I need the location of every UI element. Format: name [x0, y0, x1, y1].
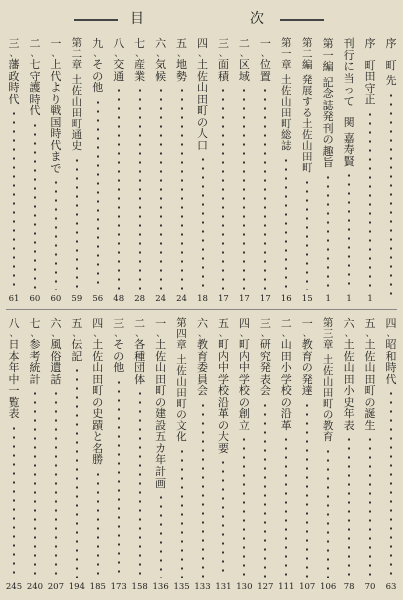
toc-entry[interactable] [341, 318, 357, 592]
entry-title: 三 、 面 積 [217, 37, 229, 83]
page-number: 111 [278, 582, 295, 592]
entry-title: 六 、 土 佐 山 田 小 史 年 表 [343, 317, 355, 432]
page-number: 24 [176, 294, 187, 304]
toc-entry[interactable] [153, 318, 169, 592]
title-char-1: 目 [130, 11, 144, 27]
toc-entry[interactable] [362, 318, 378, 592]
page-number: 245 [5, 582, 23, 592]
entry-title: 序 [364, 37, 376, 50]
toc-entry[interactable] [341, 38, 357, 304]
leader-dots [306, 178, 308, 290]
entry-title: 一 、 教 育 の 発 達 [301, 317, 313, 398]
leader-dots [34, 389, 36, 578]
page-number: 48 [113, 294, 125, 304]
entry-title: 一 、 上 代 よ り 戦 国 時 代 ま で [50, 37, 62, 175]
toc-entry[interactable] [278, 318, 294, 592]
entry-title: 六 、 風 俗 遺 話 [50, 317, 62, 386]
entry-title: 序 [385, 37, 397, 50]
leader-dots [243, 86, 245, 290]
entry-title: 第 二 編 発 展 す る 土 佐 山 田 町 [301, 37, 313, 175]
toc-entry[interactable] [27, 318, 43, 592]
toc-entry[interactable] [132, 318, 148, 592]
toc-entry[interactable] [48, 318, 64, 592]
toc-entry[interactable] [27, 38, 43, 304]
leader-dots [306, 401, 308, 578]
toc-entry[interactable] [215, 318, 231, 592]
leader-dots [139, 86, 141, 290]
toc-entry[interactable] [153, 38, 169, 304]
leader-dots [55, 389, 57, 578]
toc-entry[interactable] [299, 318, 315, 592]
leader-dots [369, 110, 371, 290]
toc-entry[interactable] [111, 318, 127, 592]
title-char-2: 次 [250, 11, 264, 27]
toc-entry[interactable] [278, 38, 294, 304]
leader-dots [222, 86, 224, 290]
toc-entry[interactable] [236, 38, 252, 304]
entry-title: 七 、 産 業 [134, 37, 146, 83]
entry-byline: 関 嘉 寿 賢 [343, 116, 355, 168]
page-number: 70 [364, 582, 376, 592]
toc-bottom-half [0, 318, 403, 592]
leader-dots [76, 366, 78, 578]
leader-dots [76, 156, 78, 290]
toc-entry[interactable] [174, 38, 190, 304]
page-number: 127 [257, 582, 274, 592]
leader-dots [34, 121, 36, 290]
leader-dots [118, 86, 120, 290]
entry-title: 三 、 藩 政 時 代 [8, 37, 20, 106]
leader-dots [285, 156, 287, 290]
leader-dots [181, 86, 183, 290]
page-number: 59 [71, 294, 83, 304]
entry-title: 第 二 章 土 佐 山 田 町 通 史 [71, 37, 83, 153]
entry-title: 八 、 日 本 年 中 一 覧 表 [8, 317, 20, 421]
entry-title: 第 一 章 土 佐 山 田 町 総 誌 [281, 37, 292, 153]
leader-dots [264, 401, 266, 578]
page-number: 17 [218, 294, 229, 304]
entry-title: 二 、 区 域 [238, 37, 250, 83]
toc-entry[interactable] [132, 38, 148, 304]
entry-title: 一 、 土 佐 山 田 町 の 建 設 五 カ 年 計 画 [155, 317, 167, 490]
toc-top-half [0, 38, 403, 304]
leader-dots [13, 424, 15, 578]
page-number: 133 [194, 582, 211, 592]
entry-title: 五 、 町 内 中 学 校 沿 革 の 大 要 [217, 317, 229, 455]
leader-dots [97, 470, 99, 578]
page-number: 173 [110, 582, 127, 592]
toc-entry[interactable] [320, 318, 336, 592]
entry-title: 四 、 土 佐 山 田 町 の 人 口 [197, 37, 208, 152]
toc-entry[interactable] [90, 38, 106, 304]
leader-dots [202, 155, 204, 290]
page-number: 60 [50, 294, 62, 304]
leader-dots [369, 435, 371, 578]
page-number: 240 [26, 582, 44, 592]
toc-entry[interactable] [69, 318, 85, 592]
page-number: 158 [131, 582, 148, 592]
toc-entry[interactable] [257, 318, 273, 592]
entry-title: 第 三 章 土 佐 山 田 町 の 教 育 [322, 317, 334, 444]
toc-entry[interactable] [236, 318, 252, 592]
entry-title: 五 、 土 佐 山 田 町 の 誕 生 [364, 317, 376, 432]
toc-title [0, 6, 403, 36]
entry-title: 四 、 土 佐 山 田 町 の 史 蹟 と 名 勝 [92, 317, 104, 467]
page-number: 18 [197, 294, 208, 304]
leader-dots [13, 109, 15, 290]
entry-title: 四 、 昭 和 時 代 [385, 317, 397, 386]
title-rule-right [280, 19, 324, 21]
leader-dots [160, 86, 162, 290]
toc-entry[interactable] [174, 318, 190, 592]
page-number: 136 [152, 582, 169, 592]
page-number: 28 [134, 294, 146, 304]
leader-dots [327, 447, 329, 578]
toc-entry[interactable] [6, 318, 22, 592]
entry-title: 第 四 章 土 佐 山 田 町 の 文 化 [176, 317, 187, 444]
page-number: 106 [320, 582, 337, 592]
toc-entry[interactable] [48, 38, 64, 304]
page-number: 135 [173, 582, 190, 592]
toc-entry[interactable] [111, 38, 127, 304]
leader-dots [264, 86, 266, 290]
page-number: 1 [367, 294, 373, 304]
page-number: 63 [385, 582, 397, 592]
page-number: 1 [325, 294, 331, 304]
page-number: 194 [68, 582, 85, 592]
page-number: 78 [343, 582, 355, 592]
toc-entry[interactable] [362, 38, 378, 304]
leader-dots [348, 435, 350, 578]
entry-byline: 町 田 守 正 [364, 58, 376, 107]
page-number: 131 [215, 582, 232, 592]
toc-entry[interactable] [195, 318, 211, 592]
entry-title: 三 、 研 究 発 表 会 [259, 317, 271, 398]
half-divider [6, 309, 397, 310]
leader-dots [118, 378, 120, 578]
page-number: 56 [92, 294, 104, 304]
entry-title: 九 、 そ の 他 [92, 37, 104, 95]
entry-title: 五 、 地 勢 [176, 37, 188, 83]
toc-entry[interactable] [90, 318, 106, 592]
toc-entry[interactable] [383, 38, 399, 304]
entry-title: 四 、 町 内 中 学 校 の 創 立 [238, 317, 250, 432]
entry-title: 六 、 気 候 [155, 37, 167, 83]
page-number: 24 [155, 294, 167, 304]
page-number: 1 [346, 294, 352, 304]
leader-dots [160, 493, 162, 578]
entry-title: 七 、 参 考 統 計 [29, 317, 41, 386]
entry-title: 二 、 各 種 団 体 [134, 317, 146, 386]
page-number: 16 [280, 294, 292, 304]
entry-title: 六 、 教 育 委 員 会 [197, 317, 208, 398]
page-number: 17 [259, 294, 271, 304]
leader-dots [390, 389, 392, 578]
page-number: 15 [301, 294, 313, 304]
page-number: 107 [299, 582, 316, 592]
leader-dots [97, 98, 99, 290]
toc-entry[interactable] [299, 38, 315, 304]
toc-entry[interactable] [320, 38, 336, 304]
toc-entry[interactable] [69, 38, 85, 304]
leader-dots [202, 401, 204, 578]
leader-dots [181, 447, 183, 578]
leader-dots [55, 178, 57, 290]
page-number: 207 [47, 582, 64, 592]
leader-dots [139, 389, 141, 578]
leader-dots [348, 171, 350, 290]
toc-entry[interactable] [6, 38, 22, 304]
toc-entry[interactable] [215, 38, 231, 304]
entry-title: 三 、 そ の 他 [113, 317, 125, 375]
leader-dots [285, 435, 287, 578]
leader-dots [222, 458, 224, 578]
page-number: 61 [8, 294, 20, 304]
toc-entry[interactable] [257, 38, 273, 304]
entry-title: 五 、 伝 記 [71, 317, 83, 363]
entry-title: 八 、 交 通 [113, 37, 125, 83]
toc-entry[interactable] [195, 38, 211, 304]
page-number: 60 [29, 294, 41, 304]
entry-title: 二 、 七 守 護 時 代 [29, 37, 41, 118]
page-number: 17 [238, 294, 250, 304]
entry-byline: 町 先 [385, 58, 397, 88]
entry-title: 二 、 山 田 小 学 校 の 沿 革 [280, 317, 292, 432]
leader-dots [243, 435, 245, 578]
toc-entry[interactable] [383, 318, 399, 592]
entry-title: 第 一 編 記 念 誌 発 刊 の 趣 旨 [322, 37, 334, 170]
entry-title: 一 、 位 置 [259, 37, 271, 83]
leader-dots [390, 91, 392, 300]
title-rule-left [74, 19, 118, 21]
entry-title: 刊 行 に 当 っ て [343, 37, 355, 108]
leader-dots [327, 173, 329, 290]
page-number: 185 [89, 582, 106, 592]
page-number: 130 [236, 582, 253, 592]
